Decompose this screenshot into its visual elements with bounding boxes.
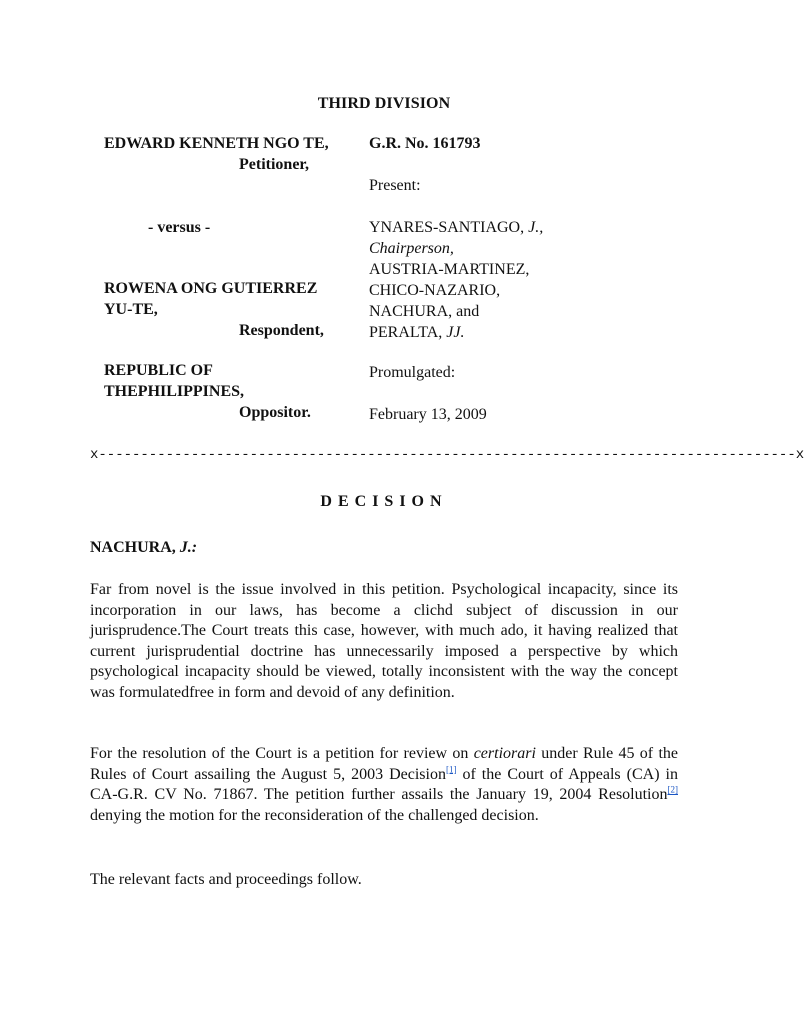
petitioner-role: Petitioner, — [239, 156, 310, 173]
justices-suffix: JJ. — [446, 324, 465, 341]
oppositor-name-line-1: REPUBLIC OF — [104, 362, 213, 379]
caption-separator: x-----------------------------------------------------------------------------------x — [90, 447, 804, 463]
justice-line-1 — [369, 217, 589, 238]
footnote-link-1[interactable]: [1] — [445, 764, 457, 775]
body-paragraph-3: The relevant facts and proceedings follow. — [90, 871, 362, 888]
p2-text-a: For the resolution of the Court is a petition for review on — [90, 745, 469, 762]
p2-certiorari: certiorari — [473, 745, 536, 762]
justice-1-title: J., — [528, 219, 544, 236]
justice-3-name: CHICO-NAZARIO, — [369, 282, 501, 299]
justice-line-5 — [369, 322, 589, 343]
gr-number: G.R. No. 161793 — [369, 135, 481, 152]
justice-2-name: AUSTRIA-MARTINEZ, — [369, 261, 530, 278]
ponente-suffix: J.: — [179, 539, 198, 556]
case-caption-parties — [104, 133, 354, 423]
justice-4-name: NACHURA, and — [369, 303, 480, 320]
ponente-name: NACHURA, — [90, 539, 176, 556]
promulgated-label: Promulgated: — [369, 364, 456, 381]
promulgated-date: February 13, 2009 — [369, 406, 487, 423]
footnote-link-2[interactable]: [2] — [667, 784, 678, 795]
p2-text-c: of the Court of Appeals (CA) in CA-G.R. CV No. 71867. The petition further assails the January 19, 2004 Resolution — [90, 765, 678, 803]
respondent-name-line-1: ROWENA ONG GUTIERREZ — [104, 280, 318, 297]
body-paragraph-1: Far from novel is the issue involved in this petition. Psychological incapacity, since its incorporation in our laws, has become a clichd subject of discussion in our jurisprudence.The Court treats this case, however, with much ado, it having realized that current jurisprudential doctrine has unnecessarily imposed a perspective by which psychological incapacity should be viewed, totally inconsistent with the way the concept was formulatedfree in form and devoid of any definition. — [90, 581, 678, 701]
justice-1-name: YNARES-SANTIAGO, — [369, 219, 525, 236]
petitioner-name: EDWARD KENNETH NGO TE, — [104, 135, 329, 152]
versus-label: - versus - — [148, 219, 211, 236]
oppositor-name-line-2: THEPHILIPPINES, — [104, 383, 245, 400]
decision-title: DECISION — [320, 493, 448, 510]
respondent-role: Respondent, — [239, 322, 324, 339]
p2-text-b: under Rule 45 of the Rules of Court assailing the August 5, 2003 Decision — [90, 745, 678, 783]
ponente-line — [90, 537, 197, 558]
respondent-name-line-2: YU-TE, — [104, 301, 158, 318]
division-heading: THIRD DIVISION — [317, 95, 451, 112]
body-paragraph-2 — [90, 744, 678, 826]
case-caption-details — [369, 133, 589, 425]
chairperson-label: Chairperson, — [369, 240, 454, 257]
oppositor-role: Oppositor. — [239, 404, 311, 421]
p2-text-d: denying the motion for the reconsideration of the challenged decision. — [90, 806, 539, 824]
justice-5-name: PERALTA, — [369, 324, 443, 341]
present-label: Present: — [369, 177, 421, 194]
